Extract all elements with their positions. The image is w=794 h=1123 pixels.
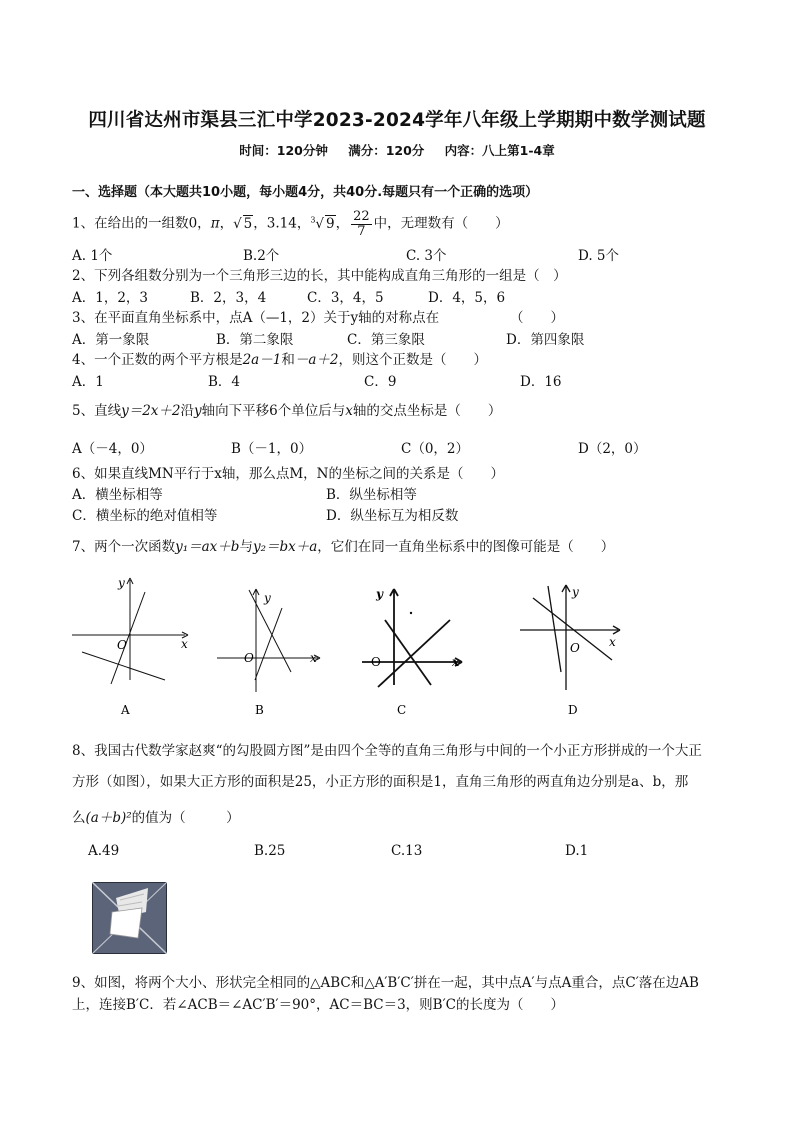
q6-option-c[interactable]: C．横坐标的绝对值相等 [72, 508, 218, 524]
q4-stem-b: ，则这个正数是（ ） [338, 352, 487, 368]
exam-content: 内容：八上第1-4章 [444, 143, 555, 158]
q7-a-origin: O [117, 638, 127, 652]
q5-x: x [345, 403, 353, 419]
q8-option-a[interactable]: A.49 [88, 843, 120, 859]
q7-label-a: A [121, 703, 130, 717]
q4-expr1: 2a－1 [242, 352, 282, 368]
q1-cbrt-index: 3 [310, 215, 316, 225]
question-2: 2、下列各组数分别为一个三角形三边的长，其中能构成直角三角形的一组是（ ） [72, 268, 567, 284]
question-4 [72, 348, 487, 368]
q7-b-origin: O [244, 651, 254, 665]
section-heading: 一、选择题（本大题共10小题，每小题4分，共40分.每题只有一个正确的选项） [72, 185, 539, 200]
q7-d-origin: O [570, 641, 580, 655]
q1-sep1: ， [219, 215, 234, 232]
exam-time: 时间：120分钟 [239, 143, 328, 158]
q5-stem-a: 5、直线 [72, 403, 122, 419]
q2-option-c[interactable]: C．3，4，5 [307, 290, 384, 306]
q8-pythagoras-figure [92, 882, 167, 954]
q3-option-c[interactable]: C．第三象限 [347, 332, 425, 348]
q6-option-b[interactable]: B．纵坐标相等 [326, 487, 417, 503]
q7-stem-b: ，它们在同一直角坐标系中的图像可能是（ ） [317, 539, 615, 555]
q1-sep2: ，3.14， [253, 215, 311, 232]
q7-c-x-label: x [452, 655, 460, 669]
q7-c-dot [410, 612, 412, 614]
q1-frac-num: 22 [353, 209, 370, 224]
q8-option-d[interactable]: D.1 [565, 843, 589, 859]
q7-d-x-label: x [609, 635, 616, 649]
q7-d-y-label: y [572, 585, 579, 599]
question-9-line-1: 9、如图，将两个大小、形状完全相同的△ABC和△A′B′C′拼在一起，其中点A′与点A重合，点C′落在边AB [72, 975, 699, 991]
q3-option-b[interactable]: B．第二象限 [216, 332, 294, 348]
q1-option-b[interactable]: B.2个 [243, 248, 280, 264]
q1-option-c[interactable]: C. 3个 [406, 248, 447, 264]
page-title: 四川省达州市渠县三汇中学2023-2024学年八年级上学期期中数学测试题 [88, 110, 706, 131]
question-9-line-2: 上，连接B′C．若∠ACB＝∠AC′B′＝90°，AC＝BC＝3，则B′C的长度为（ ） [72, 997, 564, 1013]
q5-option-c[interactable]: C（0，2） [401, 441, 470, 457]
q4-option-c[interactable]: C．9 [364, 374, 397, 390]
q4-expr2: －a＋2 [294, 352, 339, 368]
q1-prefix: 1、在给出的一组数0， [72, 215, 211, 232]
q8-line3-a: 么 [72, 810, 86, 826]
q1-option-a[interactable]: A. 1个 [72, 248, 113, 264]
q1-option-d[interactable]: D. 5个 [578, 248, 620, 264]
q7-graph-d[interactable] [520, 585, 620, 690]
q7-label-d: D [568, 703, 578, 717]
q4-option-b[interactable]: B．4 [208, 374, 241, 390]
question-1 [72, 210, 509, 238]
q3-option-d[interactable]: D．第四象限 [506, 332, 585, 348]
q8-option-b[interactable]: B.25 [254, 843, 286, 859]
q7-b-x-label: x [310, 651, 317, 665]
q1-suffix: 中，无理数有（ ） [373, 215, 509, 232]
q7-graph-a[interactable] [72, 578, 188, 684]
q4-option-a[interactable]: A．1 [72, 374, 104, 390]
q8-option-c[interactable]: C.13 [391, 843, 423, 859]
question-8-line-3 [72, 806, 240, 826]
q5-stem-b: 沿 [180, 403, 195, 419]
exam-score: 满分：120分 [348, 143, 425, 158]
q4-stem-a: 4、一个正数的两个平方根是 [72, 352, 243, 368]
q8-expr: (a＋b)² [85, 810, 132, 826]
q1-frac-den: 7 [357, 223, 366, 239]
q1-fraction [351, 210, 372, 238]
q7-expr1: y₁＝ax＋b [175, 539, 240, 555]
q3-answer-paren: （ ） [510, 310, 564, 326]
q5-option-d[interactable]: D（2，0） [578, 441, 647, 457]
q1-sqrt5: 5 [243, 215, 253, 232]
q1-cbrt: $^3$√ 9 [310, 215, 335, 232]
q7-c-y-label: y [376, 587, 383, 601]
q2-option-d[interactable]: D．4，5，6 [428, 290, 506, 306]
q1-sep3: ， [335, 215, 350, 232]
q8-line3-b: 的值为（ ） [131, 810, 240, 826]
question-8-line-2: 方形（如图），如果大正方形的面积是25，小正方形的面积是1，直角三角形的两直角边分别是a、b，那 [72, 774, 689, 790]
question-7 [72, 535, 614, 555]
q7-and: 与 [239, 539, 253, 555]
q5-stem-c: 轴向下平移6个单位后与 [201, 403, 346, 419]
q7-c-origin: O [371, 655, 381, 669]
q7-graphs [0, 560, 794, 730]
q5-option-b[interactable]: B（－1，0） [231, 441, 313, 457]
q3-option-a[interactable]: A．第一象限 [72, 332, 150, 348]
question-8-line-1: 8、我国古代数学家赵爽“的勾股圆方图”是由四个全等的直角三角形与中间的一个小正方形拼成的一个大正 [72, 743, 702, 759]
q2-option-b[interactable]: B．2，3，4 [190, 290, 267, 306]
q7-a-y-label: y [118, 576, 125, 590]
question-5 [72, 399, 501, 419]
q1-cbrt9: 9 [326, 215, 335, 232]
q7-label-b: B [255, 703, 264, 717]
question-6: 6、如果直线MN平行于x轴，那么点M，N的坐标之间的关系是（ ） [72, 466, 504, 482]
q5-y: y [194, 403, 202, 419]
q7-label-c: C [397, 703, 407, 717]
q7-graph-c[interactable] [362, 589, 462, 687]
q7-stem-a: 7、两个一次函数 [72, 539, 176, 555]
q1-sqrt: √ 5 [233, 215, 253, 232]
q2-option-a[interactable]: A．1，2，3 [72, 290, 149, 306]
q6-option-a[interactable]: A．横坐标相等 [72, 487, 163, 503]
q6-option-d[interactable]: D．纵坐标互为相反数 [326, 508, 459, 524]
q5-expr: y＝2x＋2 [121, 403, 181, 419]
question-3: 3、在平面直角坐标系中，点A（—1，2）关于y轴的对称点在 [72, 310, 440, 326]
exam-meta [0, 141, 794, 159]
q7-b-y-label: y [264, 591, 271, 605]
q5-option-a[interactable]: A（－4，0） [72, 441, 153, 457]
q5-stem-d: 轴的交点坐标是（ ） [352, 403, 502, 419]
q4-option-d[interactable]: D．16 [520, 374, 562, 390]
q1-pi: π [210, 215, 220, 232]
q7-a-x-label: x [181, 637, 188, 651]
q4-and: 和 [281, 352, 295, 368]
q7-expr2: y₂＝bx＋a [252, 539, 318, 555]
